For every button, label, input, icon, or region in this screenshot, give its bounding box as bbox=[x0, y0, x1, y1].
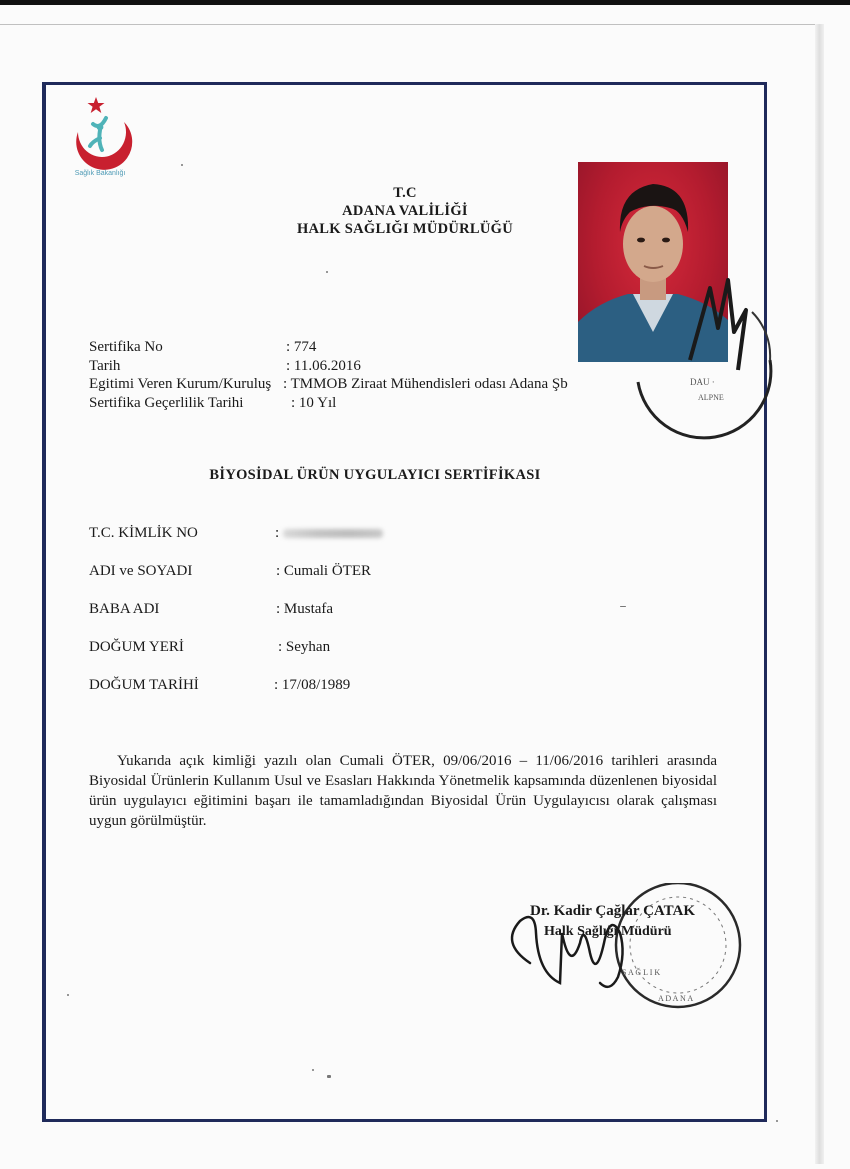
identity-label: DOĞUM YERİ bbox=[89, 639, 184, 655]
identity-value: : Seyhan bbox=[278, 639, 331, 655]
scan-right-shadow bbox=[815, 24, 824, 1164]
star-icon bbox=[88, 97, 105, 113]
meta-label: Egitimi Veren Kurum/Kuruluş bbox=[89, 376, 272, 392]
identity-label: DOĞUM TARİHİ bbox=[89, 677, 199, 693]
certificate-title: BİYOSİDAL ÜRÜN UYGULAYICI SERTİFİKASI bbox=[209, 467, 541, 483]
scan-speck bbox=[67, 994, 69, 996]
svg-text:S A Ğ L I K: S A Ğ L I K bbox=[622, 968, 661, 977]
signatory-title: Halk Sağlığı Müdürü bbox=[544, 924, 672, 939]
scan-speck bbox=[620, 606, 626, 607]
scan-top-edge bbox=[0, 0, 850, 5]
svg-text:DAU ·: DAU · bbox=[690, 377, 715, 387]
scan-speck bbox=[327, 1075, 331, 1078]
scan-speck bbox=[312, 1069, 314, 1071]
meta-label: Sertifika Geçerlilik Tarihi bbox=[89, 394, 244, 411]
logo-caption: Sağlık Bakanlığı bbox=[74, 170, 126, 177]
svg-text:A D A N A: A D A N A bbox=[658, 994, 694, 1003]
certification-statement: Yukarıda açık kimliği yazılı olan Cumali ÖTER, 09/06/2016 – 11/06/2016 tarihleri arasında Biyosidal Ürünlerin Kullanım Usul ve Esasları Hakkında Yönetmelik kapsamında düzenlenen biyosidal ürün uygulayıcı eğitimini başarı ile tamamladığından Biyosidal Ürün Uygulayıcısı olarak çalışması uygun görülmüştür. bbox=[89, 753, 717, 829]
heading-directorate: HALK SAĞLIĞI MÜDÜRLÜĞÜ bbox=[296, 221, 514, 237]
redacted-id-number bbox=[283, 529, 383, 538]
meta-value: : 11.06.2016 bbox=[286, 357, 361, 374]
identity-value: : Mustafa bbox=[276, 601, 334, 617]
scan-speck bbox=[776, 1120, 778, 1122]
scan-speck bbox=[181, 164, 183, 166]
signature-block bbox=[500, 895, 760, 1035]
meta-value: : 10 Yıl bbox=[291, 394, 337, 411]
identity-label: T.C. KİMLİK NO bbox=[89, 525, 198, 541]
photo-stamp-icon bbox=[620, 270, 785, 440]
scan-speck bbox=[326, 271, 328, 273]
svg-text:ALPNE: ALPNE bbox=[698, 393, 724, 402]
identity-label: ADI ve SOYADI bbox=[89, 563, 193, 579]
meta-value: : 774 bbox=[286, 339, 317, 355]
identity-value: : bbox=[275, 525, 280, 541]
heading-governorship: ADANA VALİLİĞİ bbox=[342, 203, 468, 219]
heading-tc: T.C bbox=[393, 185, 417, 201]
signatory-name: Dr. Kadir Çağlar ÇATAK bbox=[530, 903, 696, 919]
identity-value: : Cumali ÖTER bbox=[276, 563, 371, 579]
meta-value: : TMMOB Ziraat Mühendisleri odası Adana Şb bbox=[283, 376, 568, 392]
meta-label: Sertifika No bbox=[89, 339, 163, 355]
meta-label: Tarih bbox=[89, 357, 121, 374]
scan-paper-edge bbox=[0, 24, 822, 25]
identity-value: : 17/08/1989 bbox=[274, 677, 351, 693]
crescent-icon bbox=[76, 122, 132, 170]
identity-label: BABA ADI bbox=[89, 601, 160, 617]
